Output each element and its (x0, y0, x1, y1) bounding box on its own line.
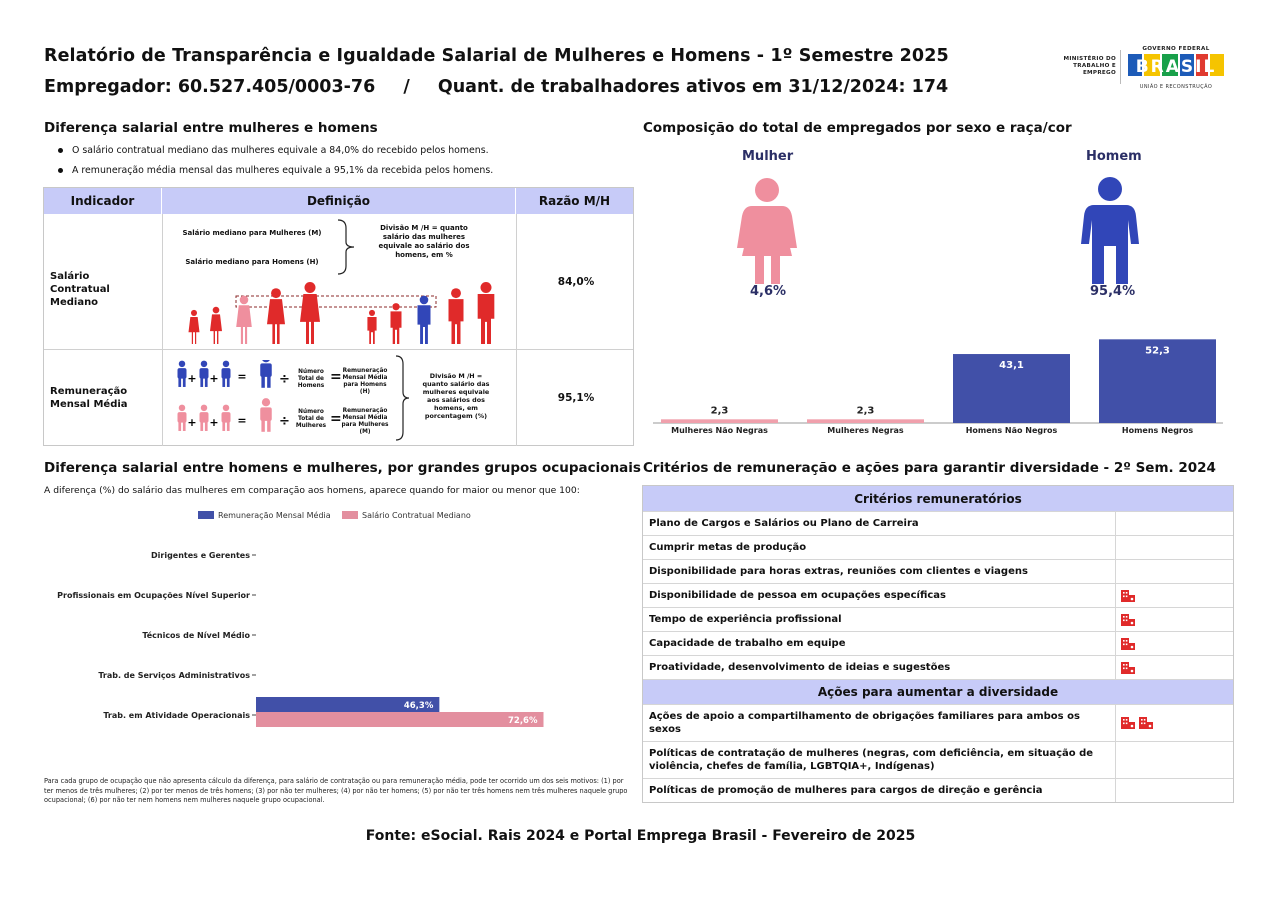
ratio-salary: 84,0% (557, 276, 595, 288)
criteria-mark-cell (1116, 512, 1233, 535)
data-label: 46,3% (403, 701, 434, 711)
man-figure-icon (200, 361, 209, 387)
man-icon (1080, 176, 1140, 284)
woman-figure-icon (210, 307, 222, 344)
woman-figure-icon (222, 405, 231, 431)
woman-icon (736, 176, 798, 284)
criteria-row (643, 535, 1233, 559)
woman-figure-icon (267, 288, 285, 344)
criteria-text: Disponibilidade para horas extras, reuniões com clientes e viagens (643, 560, 1116, 583)
woman-figure-icon (200, 405, 209, 431)
occupational-footnote: Para cada grupo de ocupação que não apresenta cálculo da diferença, para salário de contratação ou para remuneração média, pode ter ocorrido um dos seis motivos: (1) por ter menos de três mulheres; (2) por ter menos de três homens; (3) por não ter mulheres; (4) por não ter homens; (5) por não ter três homens nem três mulheres naquele grupo ocupacional; (6) por não ter nem homens nem mulheres naquele grupo ocupacional. (44, 777, 628, 804)
equals-sign-icon: = (330, 411, 342, 427)
criteria-row (643, 741, 1233, 778)
criteria-row (643, 631, 1233, 655)
indicator-table (43, 187, 634, 446)
criteria-header-remuneration: Critérios remuneratórios (643, 486, 1233, 511)
woman-figure-icon (178, 405, 187, 431)
row-label-remuneration: Remuneração Mensal Média (50, 386, 128, 410)
criteria-text: Ações de apoio a compartilhamento de obrigações familiares para ambos os sexos (643, 705, 1116, 741)
legend-label: Remuneração Mensal Média (218, 511, 331, 520)
man-figure-icon (449, 288, 464, 344)
data-label: 43,1 (999, 360, 1024, 372)
bullet-item: A remuneração média mensal das mulheres equivale a 95,1% da recebida pelos homens. (56, 161, 493, 181)
col-header-indicator: Indicador (44, 188, 162, 214)
composition-chart (643, 325, 1235, 440)
company-icon (1120, 589, 1136, 603)
brasil-wordmark (1124, 52, 1228, 78)
man-figure-icon (222, 361, 231, 387)
bar (661, 419, 778, 423)
plus-sign-icon: + (187, 372, 197, 385)
category-label: Trab. de Serviços Administrativos (98, 671, 250, 680)
criteria-row (643, 511, 1233, 535)
criteria-text: Plano de Cargos e Salários ou Plano de Carreira (643, 512, 1116, 535)
gov-logo-bottom: UNIÃO E RECONSTRUÇÃO (1139, 84, 1213, 90)
criteria-header-diversity: Ações para aumentar a diversidade (643, 679, 1233, 704)
category-label: Mulheres Não Negras (671, 426, 768, 435)
def-men-median: Salário mediano para Homens (H) (185, 258, 319, 266)
data-label: 72,6% (507, 716, 538, 726)
company-icon (1120, 716, 1136, 730)
column-divider (162, 214, 163, 446)
bar (256, 712, 543, 727)
women-label: Mulher (742, 149, 794, 164)
woman-figure-icon (236, 296, 252, 344)
col-header-definition: Definição (162, 188, 516, 214)
plus-sign-icon: + (209, 416, 219, 429)
criteria-text: Cumprir metas de produção (643, 536, 1116, 559)
def-division-note-2: Divisão M /H = quanto salário das mulheres equivale aos salários dos homens, em porcentagem (%) (422, 372, 490, 420)
column-divider (516, 214, 517, 446)
legend-swatch (342, 511, 358, 519)
divide-sign-icon: ÷ (279, 372, 290, 387)
data-label: 2,3 (856, 405, 875, 417)
brace-icon (394, 354, 412, 442)
salary-diff-bullets (56, 141, 493, 181)
criteria-mark-cell (1116, 779, 1233, 802)
criteria-text: Capacidade de trabalho em equipe (643, 632, 1116, 655)
man-figure-icon (391, 303, 402, 344)
divide-sign-icon: ÷ (279, 414, 290, 429)
legend-label: Salário Contratual Mediano (362, 511, 471, 520)
num-men-label: Número Total de Homens (297, 369, 325, 389)
criteria-mark-cell (1116, 742, 1233, 778)
category-label: Dirigentes e Gerentes (151, 551, 250, 560)
rem-women-label: Remuneração Mensal Média para Mulheres (M) (341, 408, 389, 435)
company-icon (1120, 661, 1136, 675)
def-division-note: Divisão M /H = quanto salário das mulheres equivale ao salário dos homens, em % (378, 224, 470, 259)
criteria-mark-cell (1116, 656, 1233, 679)
section-salary-diff-title: Diferença salarial entre mulheres e homens (44, 120, 378, 136)
logo-divider (1120, 50, 1121, 84)
section-occupational-title: Diferença salarial entre homens e mulheres, por grandes grupos ocupacionais (44, 460, 641, 476)
occupational-subtitle: A diferença (%) do salário das mulheres em comparação aos homens, aparece quando for maior ou menor que 100: (44, 485, 580, 496)
category-label: Profissionais em Ocupações Nível Superior (57, 591, 250, 600)
company-icon (1138, 716, 1154, 730)
section-composition-title: Composição do total de empregados por sexo e raça/cor (643, 120, 1072, 136)
men-percentage: 95,4% (1090, 284, 1136, 299)
criteria-text: Políticas de contratação de mulheres (negras, com deficiência, em situação de violência, chefes de família, LGBTQIA+, Indígenas) (643, 742, 1116, 778)
bar (807, 419, 924, 423)
equals-sign-icon: = (237, 370, 247, 383)
criteria-row (643, 559, 1233, 583)
category-label: Trab. em Atividade Operacionais (103, 711, 250, 720)
brace-icon (336, 218, 358, 276)
man-figure-icon (418, 296, 431, 344)
section-criteria-title: Critérios de remuneração e ações para garantir diversidade - 2º Sem. 2024 (643, 460, 1216, 476)
report-subtitle (44, 77, 948, 97)
criteria-row (643, 607, 1233, 631)
ratio-remuneration: 95,1% (557, 392, 595, 404)
category-label: Mulheres Negras (827, 426, 904, 435)
criteria-table (642, 485, 1234, 803)
num-women-label: Número Total de Mulheres (295, 409, 327, 429)
man-figure-icon (178, 361, 187, 387)
company-icon (1120, 613, 1136, 627)
def-women-median: Salário mediano para Mulheres (M) (182, 229, 322, 237)
men-label: Homem (1086, 149, 1142, 164)
subtitle-separator: / (403, 77, 410, 97)
ministry-logo: MINISTÉRIO DO TRABALHO E EMPREGO (1063, 56, 1116, 76)
occupational-chart (44, 505, 634, 745)
plus-sign-icon: + (209, 372, 219, 385)
criteria-row (643, 778, 1233, 802)
woman-figure-icon (260, 398, 272, 432)
criteria-mark-cell (1116, 560, 1233, 583)
criteria-text: Tempo de experiência profissional (643, 608, 1116, 631)
criteria-mark-cell (1116, 536, 1233, 559)
row-divider (44, 349, 633, 350)
category-label: Homens Negros (1121, 426, 1194, 435)
women-percentage: 4,6% (750, 284, 787, 299)
people-illustration (180, 280, 510, 346)
data-label: 2,3 (710, 405, 729, 417)
rem-men-label: Remuneração Mensal Média para Homens (H) (342, 368, 388, 395)
gov-logo-top: GOVERNO FEDERAL (1142, 46, 1210, 52)
man-figure-icon (367, 310, 376, 344)
criteria-mark-cell (1116, 608, 1233, 631)
criteria-row (643, 704, 1233, 741)
equals-sign-icon: = (330, 369, 342, 385)
equals-sign-icon: = (237, 414, 247, 427)
criteria-text: Disponibilidade de pessoa em ocupações específicas (643, 584, 1116, 607)
category-label: Técnicos de Nível Médio (142, 631, 250, 640)
criteria-text: Políticas de promoção de mulheres para cargos de direção e gerência (643, 779, 1116, 802)
criteria-mark-cell (1116, 705, 1233, 741)
gov-logo (1124, 46, 1228, 90)
criteria-row (643, 583, 1233, 607)
people-equation-illustration (174, 360, 288, 440)
category-label: Homens Não Negros (965, 426, 1058, 435)
source-footer: Fonte: eSocial. Rais 2024 e Portal Emprega Brasil - Fevereiro de 2025 (365, 828, 916, 844)
woman-figure-icon (300, 282, 320, 344)
man-figure-icon (478, 282, 495, 344)
legend-swatch (198, 511, 214, 519)
criteria-mark-cell (1116, 584, 1233, 607)
data-label: 52,3 (1145, 345, 1170, 357)
bullet-item: O salário contratual mediano das mulheres equivale a 84,0% do recebido pelos homens. (56, 141, 493, 161)
employer-id: Empregador: 60.527.405/0003-76 (44, 77, 376, 97)
criteria-text: Proatividade, desenvolvimento de ideias e sugestões (643, 656, 1116, 679)
plus-sign-icon: + (187, 416, 197, 429)
active-workers: Quant. de trabalhadores ativos em 31/12/2024: 174 (437, 77, 949, 97)
report-title: Relatório de Transparência e Igualdade Salarial de Mulheres e Homens - 1º Semestre 2025 (44, 46, 949, 66)
col-header-ratio: Razão M/H (516, 188, 633, 214)
brasil-wordmark-text: BRASIL (1135, 57, 1217, 77)
company-icon (1120, 637, 1136, 651)
criteria-row (643, 655, 1233, 679)
row-label-salary: Salário Contratual Mediano (50, 271, 110, 308)
man-figure-icon (260, 360, 272, 388)
criteria-mark-cell (1116, 632, 1233, 655)
woman-figure-icon (189, 310, 200, 344)
